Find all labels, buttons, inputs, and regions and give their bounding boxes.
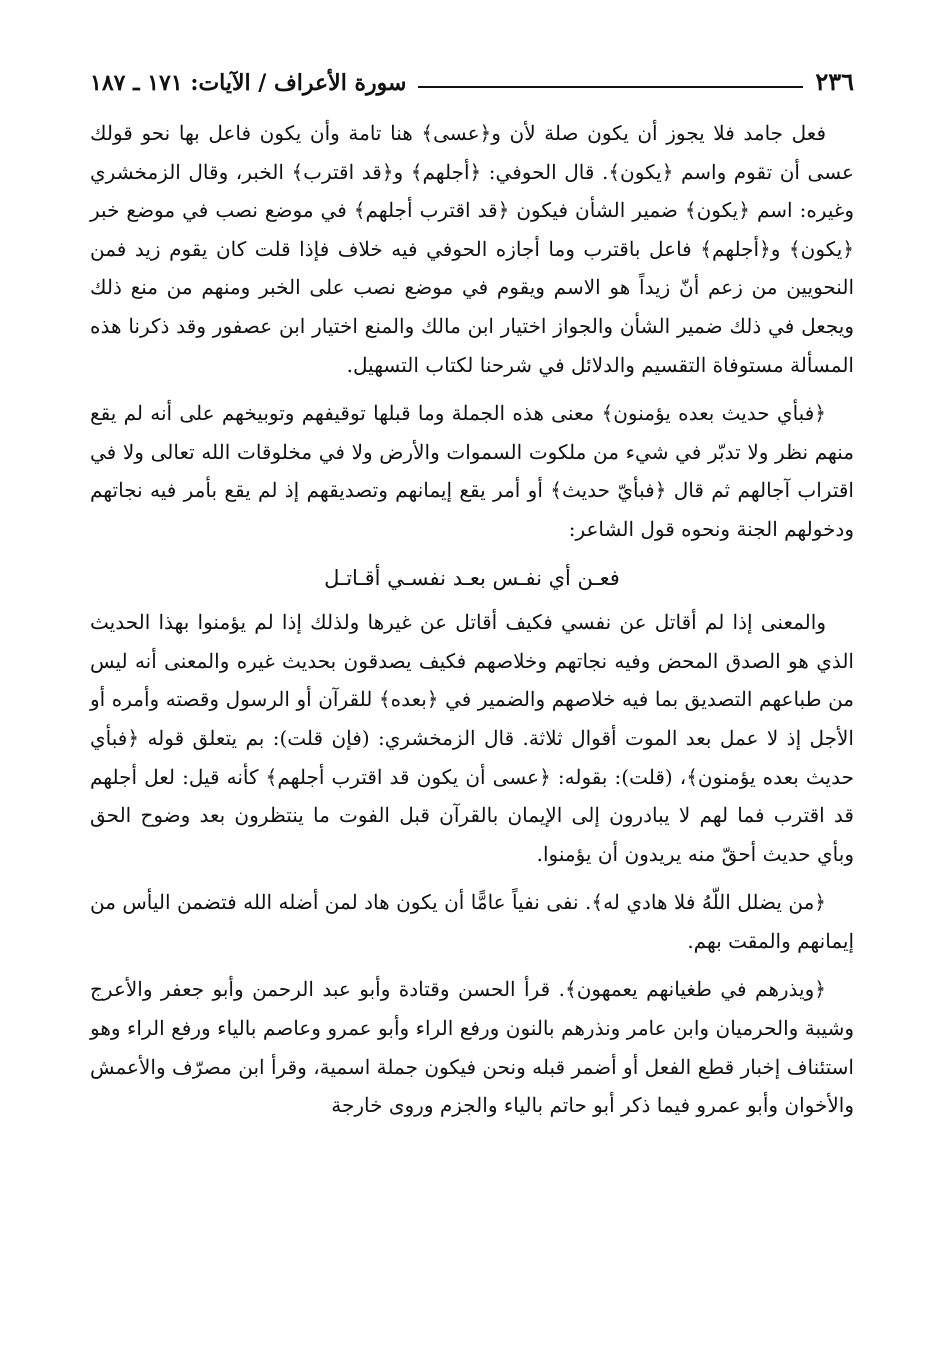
poetry-verse: فعـن أي نفـس بعـد نفسـي أقـاتـل (324, 565, 620, 590)
paragraph-1: فعل جامد فلا يجوز أن يكون صلة لأن و﴿عسى﴾ هنا تامة وأن يكون فاعل بها نحو قولك عسى أن تقوم واسم ﴿يكون﴾. قال الحوفي: ﴿أجلهم﴾ و﴿قد اقترب﴾ الخبر، وقال الزمخشري وغيره: اسم ﴿يكون﴾ ضمير الشأن فيكون ﴿قد اقترب أجلهم﴾ في موضع نصب في موضع خبر ﴿يكون﴾ و﴿أجلهم﴾ فاعل باقترب وما أجازه الحوفي فيه خلاف فإذا قلت كان يقوم زيد فمن النحويين من زعم أنّ زيداً هو الاسم ويقوم في موضع نصب على الخبر ومنهم من منع ذلك ويجعل في ذلك ضمير الشأن والجواز اختيار ابن مالك والمنع اختيار ابن عصفور وقد ذكرنا هذه المسألة مستوفاة التقسيم والدلائل في شرحنا لكتاب التسهيل. (90, 121, 855, 377)
page-header (90, 60, 854, 96)
page-number: ٢٣٦ (815, 67, 854, 96)
paragraph-4: ﴿من يضلل اللّهُ فلا هادي له﴾. نفى نفياً عامًّا أن يكون هاد لمن أضله الله فتضمن اليأس من إيمانهم والمقت بهم. (90, 890, 854, 953)
surah-title: سورة الأعراف / الآيات: ١٧١ ـ ١٨٧ (90, 70, 407, 96)
header-rule (418, 86, 803, 88)
paragraph-2: ﴿فبأي حديث بعده يؤمنون﴾ معنى هذه الجملة وما قبلها توقيفهم وتوبيخهم على أنه لم يقع منهم نظر ولا تدبّر في شيء من ملكوت السموات والأرض ولا في مخلوقات الله تعالى ولا في اقتراب آجالهم ثم قال ﴿فبأيّ حديث﴾ أو أمر يقع إيمانهم وتصديقهم إذ لم يقع بأمر فيه نجاتهم ودخولهم الجنة ونحوه قول الشاعر: (90, 401, 854, 541)
paragraph-5: ﴿ويذرهم في طغيانهم يعمهون﴾. قرأ الحسن وقتادة وأبو عبد الرحمن وأبو جعفر والأعرج وشيبة والحرميان وابن عامر ونذرهم بالنون ورفع الراء وأبو عمرو وعاصم بالياء ورفع الراء وهو استئناف إخبار قطع الفعل أو أضمر قبله ونحن فيكون جملة اسمية، وقرأ ابن مصرّف والأعمش والأخوان وأبو عمرو فيما ذكر أبو حاتم بالياء والجزم وروى خارجة (90, 977, 854, 1118)
paragraph-3: والمعنى إذا لم أقاتل عن نفسي فكيف أقاتل عن غيرها ولذلك إذا لم يؤمنوا بهذا الحديث الذي هو الصدق المحض وفيه نجاتهم وخلاصهم فكيف يصدقون بحديث غيره والمعنى أنه ليس من طباعهم التصديق بما فيه خلاصهم والضمير في ﴿بعده﴾ للقرآن أو الرسول وقصته وأمره أو الأجل إذ لا عمل بعد الموت أقوال ثلاثة. قال الزمخشري: (فإن قلت): بم يتعلق قوله ﴿فبأي حديث بعده يؤمنون﴾، (قلت): بقوله: ﴿عسى أن يكون قد اقترب أجلهم﴾ كأنه قيل: لعل أجلهم قد اقترب فما لهم لا يبادرون إلى الإيمان بالقرآن قبل الفوت ما ينتظرون بعد وضوح الحق وبأي حديث أحقّ منه يريدون أن يؤمنوا. (90, 610, 855, 866)
page-body (90, 114, 854, 1125)
